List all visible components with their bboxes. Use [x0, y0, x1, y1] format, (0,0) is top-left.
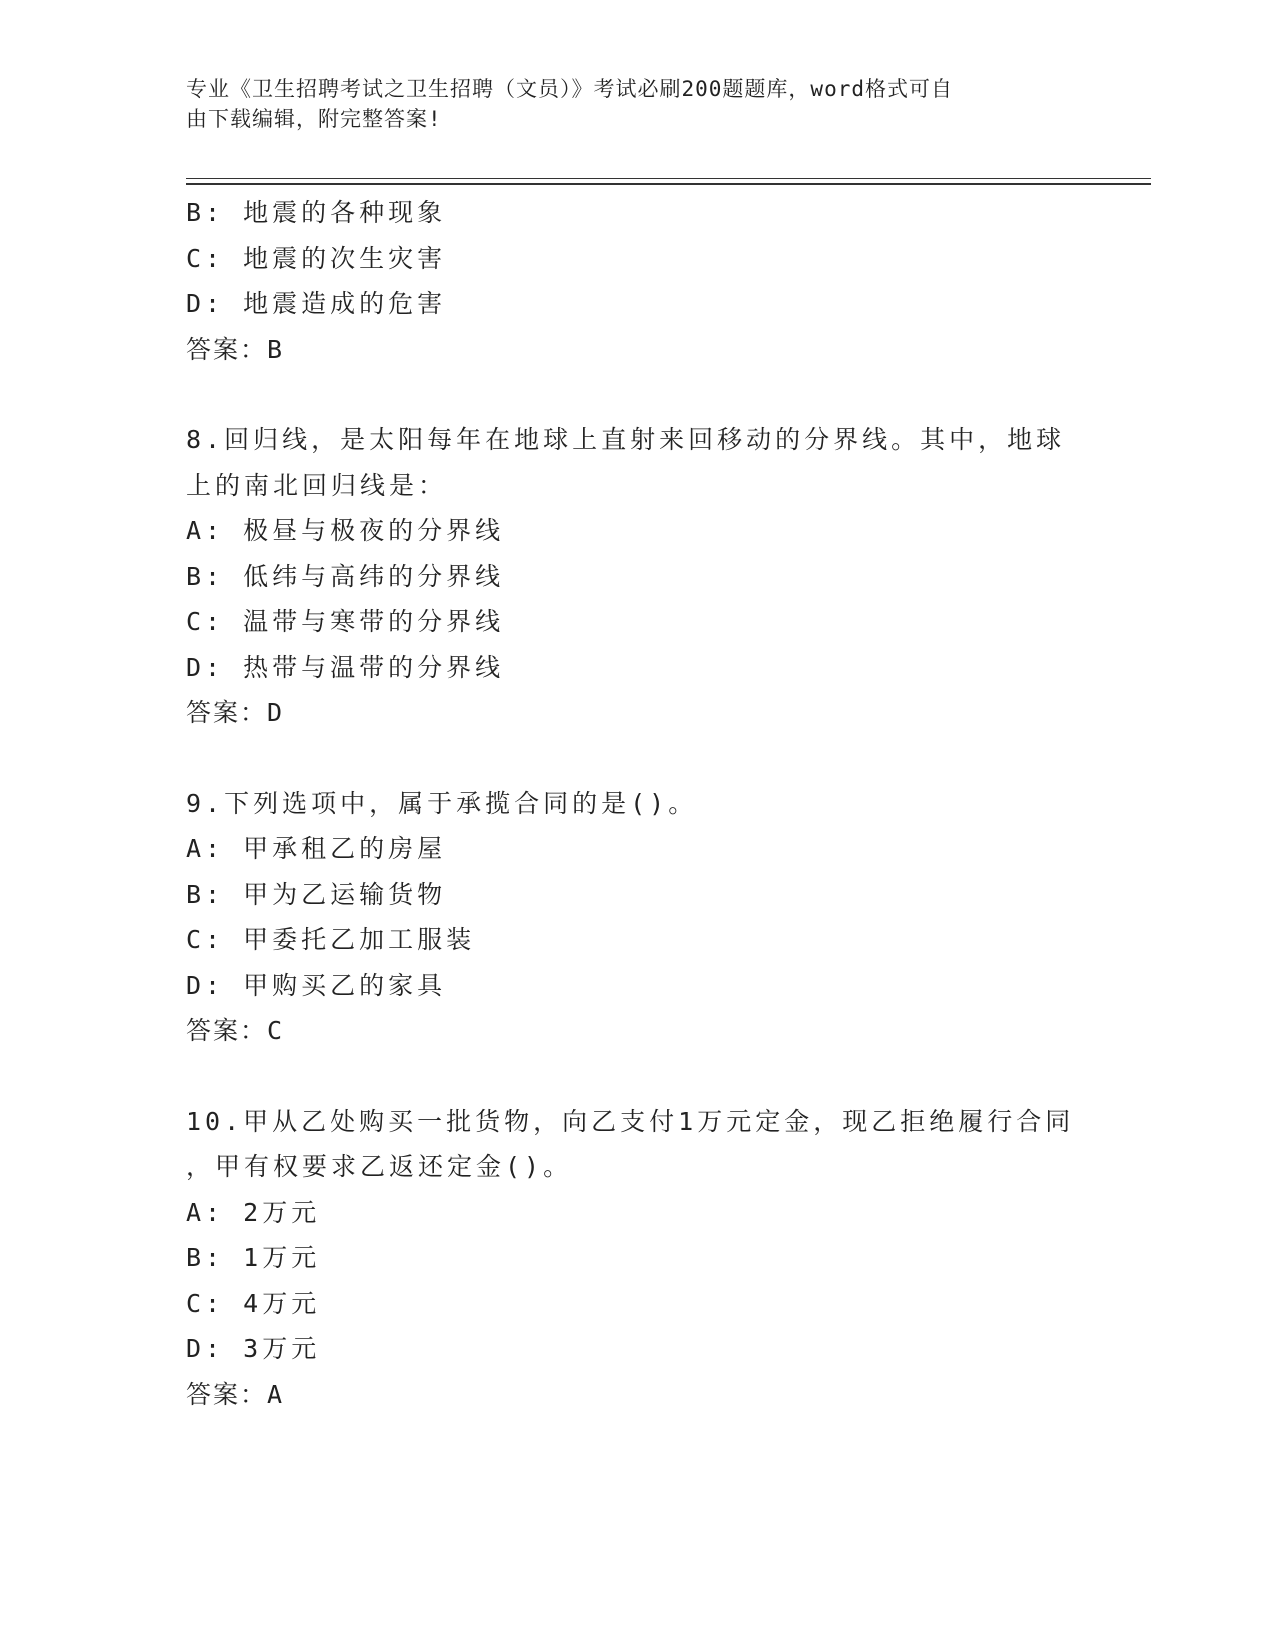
question-stem: 8.回归线，是太阳每年在地球上直射来回移动的分界线。其中，地球	[186, 425, 1066, 454]
option-c: C: 4万元	[186, 1288, 321, 1318]
option-b: B: 低纬与高纬的分界线	[186, 561, 505, 591]
answer-line: 答案：B	[186, 334, 285, 364]
option-c: C: 地震的次生灾害	[186, 243, 447, 273]
option-d: D: 3万元	[186, 1334, 321, 1363]
option-d: D: 地震造成的危害	[186, 289, 447, 318]
option-d: D: 热带与温带的分界线	[186, 652, 505, 682]
option-a: A: 极昼与极夜的分界线	[186, 516, 505, 545]
question-stem-continued: ，甲有权要求乙返还定金()。	[186, 1152, 573, 1181]
option-c: C: 温带与寒带的分界线	[186, 607, 505, 636]
question-stem: 10.甲从乙处购买一批货物，向乙支付1万元定金，现乙拒绝履行合同	[186, 1106, 1075, 1136]
option-b: B: 1万元	[186, 1243, 321, 1272]
option-a: A: 2万元	[186, 1197, 321, 1227]
answer-line: 答案：C	[186, 1016, 285, 1045]
header-line-1: 专业《卫生招聘考试之卫生招聘（文员）》考试必刷200题题库，word格式可自	[186, 77, 953, 101]
question-list	[186, 190, 1086, 1417]
question-10	[186, 1099, 1086, 1418]
question-stem-continued: 上的南北回归线是：	[186, 470, 448, 500]
question-9	[186, 781, 1086, 1054]
question-7-tail	[186, 190, 1086, 372]
option-d: D: 甲购买乙的家具	[186, 970, 447, 1000]
option-a: A: 甲承租乙的房屋	[186, 834, 447, 863]
header-divider-thin	[186, 178, 1151, 179]
question-stem: 9.下列选项中，属于承揽合同的是()。	[186, 788, 698, 818]
answer-line: 答案：A	[186, 1379, 285, 1409]
header-line-2: 由下载编辑，附完整答案!	[186, 107, 442, 131]
option-b: B: 甲为乙运输货物	[186, 879, 447, 909]
option-b: B: 地震的各种现象	[186, 198, 447, 227]
document-header	[186, 74, 1066, 134]
question-8	[186, 417, 1086, 736]
answer-line: 答案：D	[186, 698, 285, 727]
header-divider-thick	[186, 183, 1151, 185]
option-c: C: 甲委托乙加工服装	[186, 925, 476, 954]
